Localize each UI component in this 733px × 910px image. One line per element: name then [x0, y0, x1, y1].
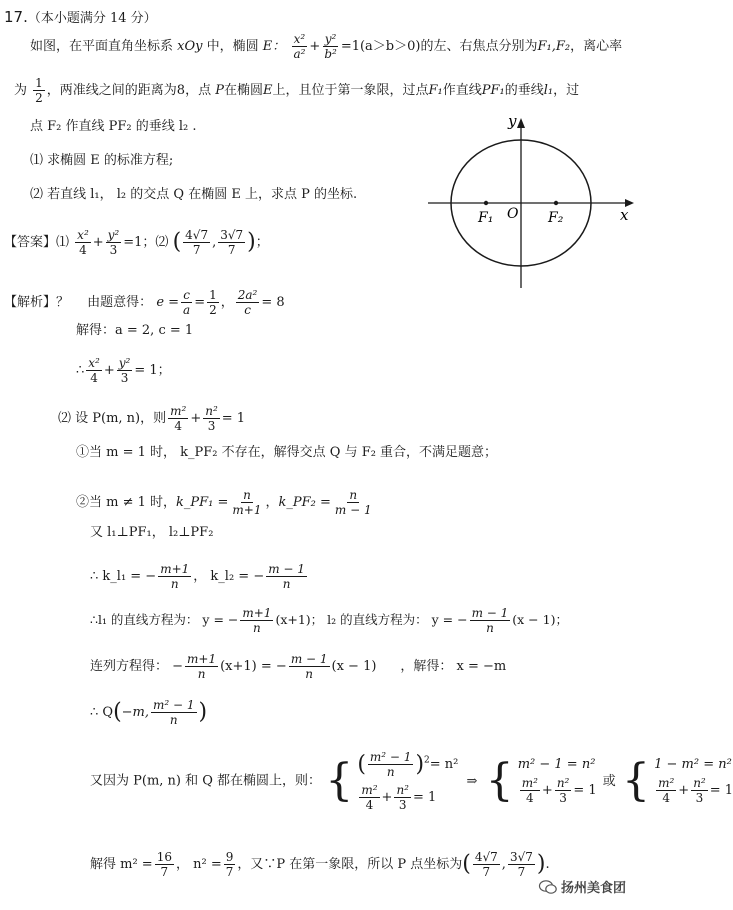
text: 中，椭圆	[206, 39, 259, 54]
analysis-line-6: ②当 m ≠ 1 时，k_PF₁ = $\frac{n}{m+1}$ ，k_PF₂ = $\frac{n}{m - 1}$	[76, 488, 372, 517]
analysis-line-10: 连列方程得： − $\frac{m+1}{n}$ (x+1) = − $\frac{m - 1}{n}$ (x − 1) ，解得： x = −m	[90, 652, 507, 681]
question-1: ⑴ 求椭圆 E 的标准方程;	[30, 153, 174, 168]
text: 作直线	[442, 83, 482, 98]
text: 上，且位于第一象限，过点	[272, 83, 429, 98]
text: ⑴	[56, 235, 70, 250]
y-axis-arrow	[517, 118, 525, 128]
problem-line-1: 如图，在平面直角坐标系 xOy 中，椭圆 E： $\frac{\text{x²}}{\text{a²}}$ + $\frac{\text{y²}}{\text{b²}}$ =1(a＞b＞0)的左、右焦点分别为F₁,F₂，离心率	[30, 32, 623, 61]
text: 如图，在平面直角坐标系	[30, 39, 174, 54]
text: ，离心率	[570, 39, 623, 54]
text: ；⑵	[142, 235, 169, 250]
x-label: x	[620, 206, 629, 224]
text: ，两准线之间的距离为8，点	[46, 83, 212, 98]
text: 为	[14, 83, 28, 98]
analysis-line-7: 又 l₁⊥PF₁， l₂⊥PF₂	[90, 525, 214, 540]
analysis-line-13: 解得 m² = $\frac{16}{7}$ ， n² = $\frac{9}{7}$ ，又∵P 在第一象限，所以 P 点坐标为( $\frac{4√7}{7}$ , $\frac{3√7}{7}$ ).	[90, 850, 550, 879]
watermark-text: 扬州美食团	[560, 881, 626, 896]
analysis-line-8: ∴ k_l₁ = − $\frac{m+1}{n}$ ， k_l₂ = − $\frac{m - 1}{n}$	[90, 562, 305, 591]
text: F₁	[428, 83, 443, 98]
score-note: （本小题满分 14 分）	[27, 11, 157, 26]
wechat-icon	[539, 880, 557, 894]
text: 的左、右焦点分别为	[420, 39, 538, 54]
y-label: y	[508, 112, 517, 130]
analysis-line-3: ∴ $\frac{\text{x²}}{4}$ + $\frac{\text{y²}}{3}$ = 1；	[76, 356, 171, 385]
problem-number: 17.	[4, 8, 28, 26]
origin-label: O	[507, 206, 519, 222]
question-2: ⑵ 若直线 l₁， l₂ 的交点 Q 在椭圆 E 上，求点 P 的坐标.	[30, 187, 358, 202]
system-middle: m² − 1 = n² $\frac{\text{m²}}{4}$ + $\frac{\text{n²}}{3}$ = 1	[517, 757, 597, 805]
answer-tag: 【答案】	[4, 235, 57, 250]
text: PF₁	[481, 83, 505, 98]
focus-f1-point	[484, 201, 488, 205]
analysis-line-11: ∴ Q(−m, $\frac{\text{m² − 1}}{n}$ )	[90, 698, 208, 727]
f2-label: F₂	[548, 210, 564, 226]
text: E：	[262, 39, 286, 54]
ellipse-figure	[420, 110, 640, 290]
problem-header	[4, 8, 157, 28]
text: F₁,F₂	[537, 39, 571, 54]
text: xOy	[177, 39, 203, 54]
system-left: ( $\frac{\text{m² − 1}}{n}$ )$^2$= n² $\frac{\text{m²}}{4}$ + $\frac{\text{n²}}{3}$ = 1	[357, 750, 459, 812]
watermark	[539, 877, 626, 896]
analysis-tag: 【解析】？	[4, 295, 70, 310]
f1-label: F₁	[478, 210, 494, 226]
text: 在椭圆	[223, 83, 263, 98]
problem-line-3: 点 F₂ 作直线 PF₂ 的垂线 l₂ .	[30, 119, 197, 134]
analysis-line-4: ⑵ 设 P(m, n)，则 $\frac{\text{m²}}{4}$ + $\frac{\text{n²}}{3}$ = 1	[58, 404, 246, 433]
problem-line-2: 为 $\frac{1}{2}$ ，两准线之间的距离为8，点 P在椭圆E上，且位于第一象限，过点F₁作直线PF₁的垂线l₁，过	[14, 76, 580, 105]
text: =1(a＞b＞0)	[340, 39, 421, 54]
analysis-line-9: ∴l₁ 的直线方程为： y = − $\frac{m+1}{n}$ (x+1)； l₂ 的直线方程为： y = − $\frac{m - 1}{n}$ (x − 1)；	[90, 606, 568, 635]
focus-f2-point	[554, 201, 558, 205]
fraction: $\frac{1}{2}$	[35, 76, 43, 105]
answer-line: 【答案】⑴ $\frac{\text{x²}}{4}$ + $\frac{\text{y²}}{3}$ =1；⑵ ( $\frac{4√7}{7}$ , $\frac{3√7}{7}$ )；	[4, 228, 269, 257]
fraction: $\frac{\text{y²}}{\text{b²}}$	[324, 32, 337, 61]
analysis-line-2: 解得：a = 2, c = 1	[76, 323, 194, 338]
analysis-line-1: 【解析】？ 由题意得： e = $\frac{c}{a}$ = $\frac{1}{2}$ ， $\frac{\text{2a²}}{c}$ = 8	[4, 288, 285, 317]
text: P	[215, 83, 224, 98]
text: l₁	[543, 83, 554, 98]
analysis-line-12: 又因为 P(m, n) 和 Q 都在椭圆上，则： { ( $\frac{\text{m² − 1}}{n}$ )$^2$= n² $\frac{\text{m²}}{4}$ + $\frac{\text{n²}}{3}$ = 1 ⇒ { m² − 1 = n² $\frac{\text{m²}}{4}$ + $\frac{\text{n²}}{3}$ = 1 或 { 1 − m² = n² $\frac{\text{m²}}{4}$ + $\frac{\text{n²}}{3}$ = 1	[90, 750, 733, 812]
fraction: $\frac{\text{x²}}{\text{a²}}$	[293, 32, 306, 61]
text: 的垂线	[504, 83, 544, 98]
analysis-line-5: ①当 m = 1 时， k_PF₂ 不存在，解得交点 Q 与 F₂ 重合，不满足题意；	[76, 445, 498, 460]
system-right: 1 − m² = n² $\frac{\text{m²}}{4}$ + $\frac{\text{n²}}{3}$ = 1	[654, 757, 733, 805]
text: ，过	[553, 83, 580, 98]
